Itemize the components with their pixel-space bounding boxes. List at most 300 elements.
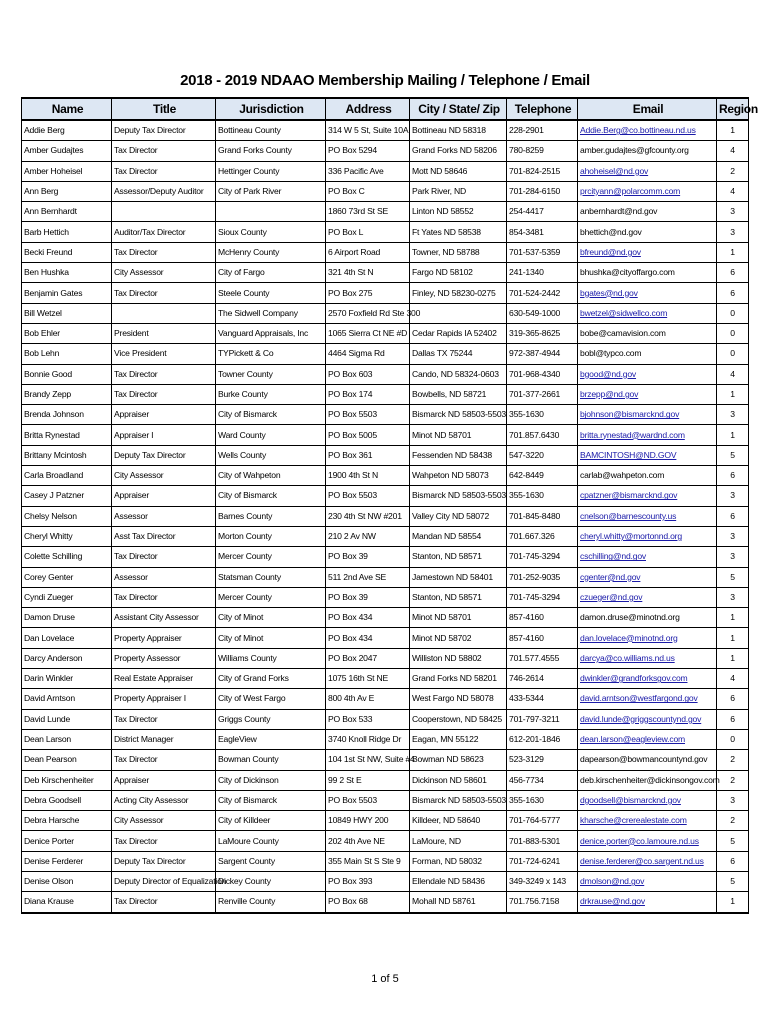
cell-jurisdiction: City of Dickinson: [216, 770, 326, 790]
cell-email: [578, 120, 717, 141]
cell-jurisdiction: Williams County: [216, 648, 326, 668]
table-row: [22, 445, 749, 465]
cell-title: Tax Director: [112, 283, 216, 303]
email-link[interactable]: dwinkler@grandforksgov.com: [580, 673, 688, 684]
cell-telephone: 854-3481: [507, 222, 578, 242]
cell-city-state-zip: Fessenden ND 58438: [410, 445, 507, 465]
cell-telephone: 701-524-2442: [507, 283, 578, 303]
cell-telephone: 857-4160: [507, 608, 578, 628]
email-link[interactable]: prcityann@polarcomm.com: [580, 186, 681, 197]
email-link[interactable]: BAMCINTOSH@ND.GOV: [580, 449, 677, 460]
cell-name: Addie Berg: [22, 120, 112, 141]
cell-jurisdiction: City of Minot: [216, 628, 326, 648]
table-row: [22, 669, 749, 689]
cell-title: Property Assessor: [112, 648, 216, 668]
cell-city-state-zip: Stanton, ND 58571: [410, 587, 507, 607]
cell-address: 210 2 Av NW: [326, 526, 410, 546]
cell-jurisdiction: Bowman County: [216, 750, 326, 770]
cell-name: Colette Schilling: [22, 547, 112, 567]
cell-title: Tax Director: [112, 587, 216, 607]
cell-address: PO Box 174: [326, 384, 410, 404]
cell-title: Deputy Tax Director: [112, 120, 216, 141]
cell-email: [578, 445, 717, 465]
cell-name: Ann Berg: [22, 181, 112, 201]
table-row: [22, 242, 749, 262]
email-link[interactable]: drkrause@nd.gov: [580, 896, 645, 907]
cell-city-state-zip: Bottineau ND 58318: [410, 120, 507, 141]
cell-region: 2: [717, 770, 749, 790]
cell-city-state-zip: Killdeer, ND 58640: [410, 811, 507, 831]
cell-region: 2: [717, 161, 749, 181]
cell-telephone: 612-201-1846: [507, 729, 578, 749]
cell-email: [578, 161, 717, 181]
cell-telephone: 355-1630: [507, 790, 578, 810]
cell-telephone: 547-3220: [507, 445, 578, 465]
cell-address: PO Box 2047: [326, 648, 410, 668]
cell-name: Brittany Mcintosh: [22, 445, 112, 465]
cell-city-state-zip: Bismarck ND 58503-5503: [410, 790, 507, 810]
cell-city-state-zip: Cedar Rapids IA 52402: [410, 323, 507, 343]
cell-title: Tax Director: [112, 141, 216, 161]
cell-city-state-zip: Bowbells, ND 58721: [410, 384, 507, 404]
cell-region: 0: [717, 729, 749, 749]
cell-region: 6: [717, 851, 749, 871]
cell-jurisdiction: Sargent County: [216, 851, 326, 871]
cell-email: [578, 709, 717, 729]
cell-telephone: 319-365-8625: [507, 323, 578, 343]
cell-title: Tax Director: [112, 892, 216, 913]
cell-telephone: 857-4160: [507, 628, 578, 648]
table-row: [22, 648, 749, 668]
email-link[interactable]: bgood@nd.gov: [580, 368, 637, 379]
cell-jurisdiction: Bottineau County: [216, 120, 326, 141]
table-row: [22, 222, 749, 242]
cell-telephone: 701.857.6430: [507, 425, 578, 445]
cell-email: [578, 323, 717, 343]
cell-jurisdiction: LaMoure County: [216, 831, 326, 851]
cell-city-state-zip: Stanton, ND 58571: [410, 547, 507, 567]
cell-region: 4: [717, 669, 749, 689]
email-link[interactable]: dean.larson@eagleview.com: [580, 734, 686, 745]
table-row: [22, 344, 749, 364]
cell-name: Diana Krause: [22, 892, 112, 913]
cell-jurisdiction: Mercer County: [216, 587, 326, 607]
table-row: [22, 811, 749, 831]
cell-city-state-zip: Cooperstown, ND 58425: [410, 709, 507, 729]
page-title: 2018 - 2019 NDAAO Membership Mailing / Telephone / Email: [180, 72, 590, 89]
cell-email: [578, 526, 717, 546]
cell-name: Amber Hoheisel: [22, 161, 112, 181]
cell-name: Brandy Zepp: [22, 384, 112, 404]
cell-telephone: 701-745-3294: [507, 547, 578, 567]
cell-region: 3: [717, 587, 749, 607]
table-row: [22, 628, 749, 648]
cell-city-state-zip: Eagan, MN 55122: [410, 729, 507, 749]
table-row: [22, 466, 749, 486]
email-text: amber.gudajtes@gfcounty.org: [580, 145, 689, 156]
cell-region: 6: [717, 689, 749, 709]
cell-title: Acting City Assessor: [112, 790, 216, 810]
cell-name: Chelsy Nelson: [22, 506, 112, 526]
cell-city-state-zip: Mohall ND 58761: [410, 892, 507, 913]
cell-jurisdiction: City of Bismarck: [216, 790, 326, 810]
page-number: 1 of 5: [371, 973, 399, 985]
table-row: [22, 547, 749, 567]
cell-title: District Manager: [112, 729, 216, 749]
cell-region: 4: [717, 364, 749, 384]
cell-jurisdiction: TYPickett & Co: [216, 344, 326, 364]
email-link[interactable]: bwetzel@sidwellco.com: [580, 307, 668, 318]
cell-name: Dan Lovelace: [22, 628, 112, 648]
cell-telephone: 241-1340: [507, 263, 578, 283]
cell-name: Benjamin Gates: [22, 283, 112, 303]
cell-address: 202 4th Ave NE: [326, 831, 410, 851]
cell-email: [578, 202, 717, 222]
cell-region: 6: [717, 466, 749, 486]
table-header-row: [22, 98, 749, 120]
column-header-address: Address: [326, 98, 410, 120]
cell-telephone: 355-1630: [507, 486, 578, 506]
cell-title: Deputy Tax Director: [112, 445, 216, 465]
column-header-region: Region: [717, 98, 749, 120]
cell-title: Deputy Director of Equalization: [112, 871, 216, 891]
cell-name: Dean Larson: [22, 729, 112, 749]
email-link[interactable]: david.arntson@westfargond.gov: [580, 693, 698, 704]
table-row: [22, 323, 749, 343]
email-link[interactable]: dmolson@nd.gov: [580, 876, 645, 887]
email-link[interactable]: czueger@nd.gov: [580, 591, 643, 602]
cell-city-state-zip: Wahpeton ND 58073: [410, 466, 507, 486]
cell-jurisdiction: Towner County: [216, 364, 326, 384]
email-link[interactable]: brzepp@nd.gov: [580, 389, 639, 399]
cell-email: [578, 344, 717, 364]
cell-jurisdiction: [216, 202, 326, 222]
cell-address: PO Box 434: [326, 608, 410, 628]
cell-region: 3: [717, 405, 749, 425]
column-header-name: Name: [22, 98, 112, 120]
cell-name: Dean Pearson: [22, 750, 112, 770]
cell-address: 1860 73rd St SE: [326, 202, 410, 222]
table-row: [22, 526, 749, 546]
cell-jurisdiction: City of Park River: [216, 181, 326, 201]
cell-email: [578, 608, 717, 628]
cell-name: Corey Genter: [22, 567, 112, 587]
cell-address: 1075 16th St NE: [326, 669, 410, 689]
cell-city-state-zip: Bismarck ND 58503-5503: [410, 486, 507, 506]
cell-email: [578, 831, 717, 851]
cell-address: 230 4th St NW #201: [326, 506, 410, 526]
cell-address: 104 1st St NW, Suite #4: [326, 750, 410, 770]
cell-region: 4: [717, 181, 749, 201]
cell-email: [578, 689, 717, 709]
column-header-jurisdiction: Jurisdiction: [216, 98, 326, 120]
cell-jurisdiction: The Sidwell Company: [216, 303, 326, 323]
cell-jurisdiction: City of Wahpeton: [216, 466, 326, 486]
column-header-city-state-zip: City / State/ Zip: [410, 98, 507, 120]
cell-address: PO Box 603: [326, 364, 410, 384]
cell-telephone: 701-824-2515: [507, 161, 578, 181]
cell-title: Assessor/Deputy Auditor: [112, 181, 216, 201]
cell-telephone: 701-252-9035: [507, 567, 578, 587]
cell-email: [578, 790, 717, 810]
table-row: [22, 851, 749, 871]
cell-region: 1: [717, 242, 749, 262]
cell-address: 321 4th St N: [326, 263, 410, 283]
table-row: [22, 283, 749, 303]
cell-title: Vice President: [112, 344, 216, 364]
table-body: [22, 120, 749, 913]
cell-name: Debra Harsche: [22, 811, 112, 831]
table-row: [22, 567, 749, 587]
cell-region: 1: [717, 608, 749, 628]
cell-address: PO Box 5005: [326, 425, 410, 445]
cell-telephone: 701-764-5777: [507, 811, 578, 831]
cell-telephone: 523-3129: [507, 750, 578, 770]
cell-region: 4: [717, 141, 749, 161]
cell-region: 0: [717, 344, 749, 364]
cell-city-state-zip: Finley, ND 58230-0275: [410, 283, 507, 303]
cell-email: [578, 263, 717, 283]
cell-email: [578, 811, 717, 831]
table-row: [22, 141, 749, 161]
cell-region: 6: [717, 709, 749, 729]
cell-name: Darcy Anderson: [22, 648, 112, 668]
cell-region: 5: [717, 567, 749, 587]
cell-region: 3: [717, 486, 749, 506]
cell-jurisdiction: McHenry County: [216, 242, 326, 262]
cell-email: [578, 669, 717, 689]
cell-title: Tax Director: [112, 161, 216, 181]
email-link[interactable]: kharsche@crerealestate.com: [580, 815, 687, 826]
cell-jurisdiction: City of West Fargo: [216, 689, 326, 709]
cell-jurisdiction: Steele County: [216, 283, 326, 303]
cell-email: [578, 303, 717, 323]
cell-region: 3: [717, 526, 749, 546]
email-link[interactable]: david.lunde@griggscountynd.gov: [580, 713, 702, 724]
table-row: [22, 486, 749, 506]
cell-email: [578, 466, 717, 486]
cell-jurisdiction: Mercer County: [216, 547, 326, 567]
cell-email: [578, 181, 717, 201]
table-row: [22, 364, 749, 384]
cell-telephone: 701-968-4340: [507, 364, 578, 384]
email-link[interactable]: denise.ferderer@co.sargent.nd.us: [580, 855, 704, 866]
email-link[interactable]: dgoodsell@bismarcknd.gov: [580, 794, 681, 805]
cell-city-state-zip: Valley City ND 58072: [410, 506, 507, 526]
cell-email: [578, 628, 717, 648]
cell-city-state-zip: Jamestown ND 58401: [410, 567, 507, 587]
cell-region: 0: [717, 303, 749, 323]
email-text: carlab@wahpeton.com: [580, 470, 665, 481]
table-row: [22, 750, 749, 770]
cell-title: Appraiser I: [112, 425, 216, 445]
cell-city-state-zip: Dickinson ND 58601: [410, 770, 507, 790]
cell-name: Cheryl Whitty: [22, 526, 112, 546]
table-row: [22, 892, 749, 913]
cell-region: 5: [717, 445, 749, 465]
cell-name: David Lunde: [22, 709, 112, 729]
email-link[interactable]: Addie.Berg@co.bottineau.nd.us: [580, 125, 696, 136]
cell-jurisdiction: Dickey County: [216, 871, 326, 891]
cell-address: 511 2nd Ave SE: [326, 567, 410, 587]
cell-city-state-zip: LaMoure, ND: [410, 831, 507, 851]
email-link[interactable]: britta.rynestad@wardnd.com: [580, 429, 685, 440]
cell-address: 800 4th Av E: [326, 689, 410, 709]
cell-title: Tax Director: [112, 242, 216, 262]
cell-name: Debra Goodsell: [22, 790, 112, 810]
cell-address: PO Box 5503: [326, 405, 410, 425]
cell-jurisdiction: Barnes County: [216, 506, 326, 526]
cell-city-state-zip: Williston ND 58802: [410, 648, 507, 668]
cell-city-state-zip: Ft Yates ND 58538: [410, 222, 507, 242]
cell-email: [578, 141, 717, 161]
cell-title: [112, 303, 216, 323]
cell-name: Bob Lehn: [22, 344, 112, 364]
cell-email: [578, 871, 717, 891]
cell-city-state-zip: Bowman ND 58623: [410, 750, 507, 770]
cell-city-state-zip: Ellendale ND 58436: [410, 871, 507, 891]
email-link[interactable]: cgenter@nd.gov: [580, 571, 641, 582]
email-link[interactable]: cnelson@barnescounty.us: [580, 510, 677, 521]
table-row: [22, 181, 749, 201]
cell-city-state-zip: Grand Forks ND 58206: [410, 141, 507, 161]
email-link[interactable]: dan.lovelace@minotnd.org: [580, 632, 678, 643]
cell-title: Appraiser: [112, 770, 216, 790]
cell-telephone: 701-537-5359: [507, 242, 578, 262]
cell-jurisdiction: Griggs County: [216, 709, 326, 729]
cell-title: Assistant City Assessor: [112, 608, 216, 628]
cell-city-state-zip: Fargo ND 58102: [410, 263, 507, 283]
cell-telephone: 701-284-6150: [507, 181, 578, 201]
email-link[interactable]: bfreund@nd.gov: [580, 246, 641, 257]
cell-address: PO Box 393: [326, 871, 410, 891]
cell-telephone: 630-549-1000: [507, 303, 578, 323]
cell-telephone: 701-845-8480: [507, 506, 578, 526]
column-header-telephone: Telephone: [507, 98, 578, 120]
cell-name: Denice Porter: [22, 831, 112, 851]
table-row: [22, 405, 749, 425]
cell-title: Tax Director: [112, 384, 216, 404]
cell-email: [578, 567, 717, 587]
cell-email: [578, 750, 717, 770]
cell-title: Appraiser: [112, 486, 216, 506]
cell-email: [578, 729, 717, 749]
cell-name: Bonnie Good: [22, 364, 112, 384]
cell-address: PO Box 5294: [326, 141, 410, 161]
cell-name: Deb Kirschenheiter: [22, 770, 112, 790]
cell-city-state-zip: Mandan ND 58554: [410, 526, 507, 546]
cell-email: [578, 425, 717, 445]
email-link[interactable]: denice.porter@co.lamoure.nd.us: [580, 835, 699, 846]
table-row: [22, 871, 749, 891]
email-text: bhushka@cityoffargo.com: [580, 267, 675, 278]
email-text: bhettich@nd.gov: [580, 226, 642, 237]
table-row: [22, 161, 749, 181]
email-link[interactable]: cpatzner@bismarcknd.gov: [580, 490, 678, 501]
cell-address: 355 Main St S Ste 9: [326, 851, 410, 871]
cell-region: 6: [717, 283, 749, 303]
table-row: [22, 303, 749, 323]
email-link[interactable]: bgates@nd.gov: [580, 287, 638, 298]
cell-region: 5: [717, 871, 749, 891]
cell-jurisdiction: City of Grand Forks: [216, 669, 326, 689]
cell-title: Assessor: [112, 567, 216, 587]
cell-city-state-zip: Forman, ND 58032: [410, 851, 507, 871]
email-link[interactable]: cschilling@nd.gov: [580, 551, 646, 562]
cell-region: 3: [717, 790, 749, 810]
cell-region: 1: [717, 384, 749, 404]
table-row: [22, 790, 749, 810]
cell-title: Real Estate Appraiser: [112, 669, 216, 689]
cell-email: [578, 770, 720, 790]
cell-address: 6 Airport Road: [326, 242, 410, 262]
cell-name: Becki Freund: [22, 242, 112, 262]
email-link[interactable]: ahoheisel@nd.gov: [580, 165, 649, 176]
cell-address: PO Box L: [326, 222, 410, 242]
cell-city-state-zip: Dallas TX 75244: [410, 344, 507, 364]
cell-address: 4464 Sigma Rd: [326, 344, 410, 364]
email-text: bobl@typco.com: [580, 348, 642, 359]
cell-region: 3: [717, 547, 749, 567]
cell-title: City Assessor: [112, 811, 216, 831]
cell-email: [578, 851, 717, 871]
email-link[interactable]: bjohnson@bismarcknd.gov: [580, 409, 680, 420]
cell-address: 3740 Knoll Ridge Dr: [326, 729, 410, 749]
cell-address: PO Box 5503: [326, 790, 410, 810]
cell-email: [578, 384, 717, 404]
email-text: damon.druse@minotnd.org: [580, 612, 680, 623]
cell-address: PO Box 39: [326, 547, 410, 567]
cell-region: 6: [717, 263, 749, 283]
cell-address: PO Box 39: [326, 587, 410, 607]
cell-city-state-zip: Bismarck ND 58503-5503: [410, 405, 507, 425]
email-link[interactable]: darcya@co.williams.nd.us: [580, 652, 675, 663]
cell-email: [578, 222, 717, 242]
column-header-email: Email: [578, 98, 717, 120]
cell-title: Assessor: [112, 506, 216, 526]
table-row: [22, 263, 749, 283]
cell-title: Deputy Tax Director: [112, 851, 216, 871]
table-row: [22, 120, 749, 141]
cell-address: PO Box 533: [326, 709, 410, 729]
table-row: [22, 729, 749, 749]
cell-title: Tax Director: [112, 364, 216, 384]
cell-name: Cyndi Zueger: [22, 587, 112, 607]
cell-jurisdiction: Vanguard Appraisals, Inc: [216, 323, 326, 343]
cell-city-state-zip: Park River, ND: [410, 181, 507, 201]
cell-name: Casey J Patzner: [22, 486, 112, 506]
table-row: [22, 709, 749, 729]
cell-title: Asst Tax Director: [112, 526, 216, 546]
cell-title: City Assessor: [112, 466, 216, 486]
table-row: [22, 425, 749, 445]
cell-email: [578, 892, 717, 913]
cell-email: [578, 364, 717, 384]
cell-address: PO Box 434: [326, 628, 410, 648]
cell-region: 1: [717, 628, 749, 648]
cell-region: 5: [717, 831, 749, 851]
cell-city-state-zip: Linton ND 58552: [410, 202, 507, 222]
cell-telephone: 701.667.326: [507, 526, 578, 546]
cell-region: 1: [717, 425, 749, 445]
cell-title: Tax Director: [112, 831, 216, 851]
cell-title: President: [112, 323, 216, 343]
cell-city-state-zip: Cando, ND 58324-0603: [410, 364, 507, 384]
cell-email: [578, 242, 717, 262]
email-link[interactable]: cheryl.whitty@mortonnd.org: [580, 531, 682, 542]
cell-telephone: 456-7734: [507, 770, 578, 790]
table-row: [22, 384, 749, 404]
